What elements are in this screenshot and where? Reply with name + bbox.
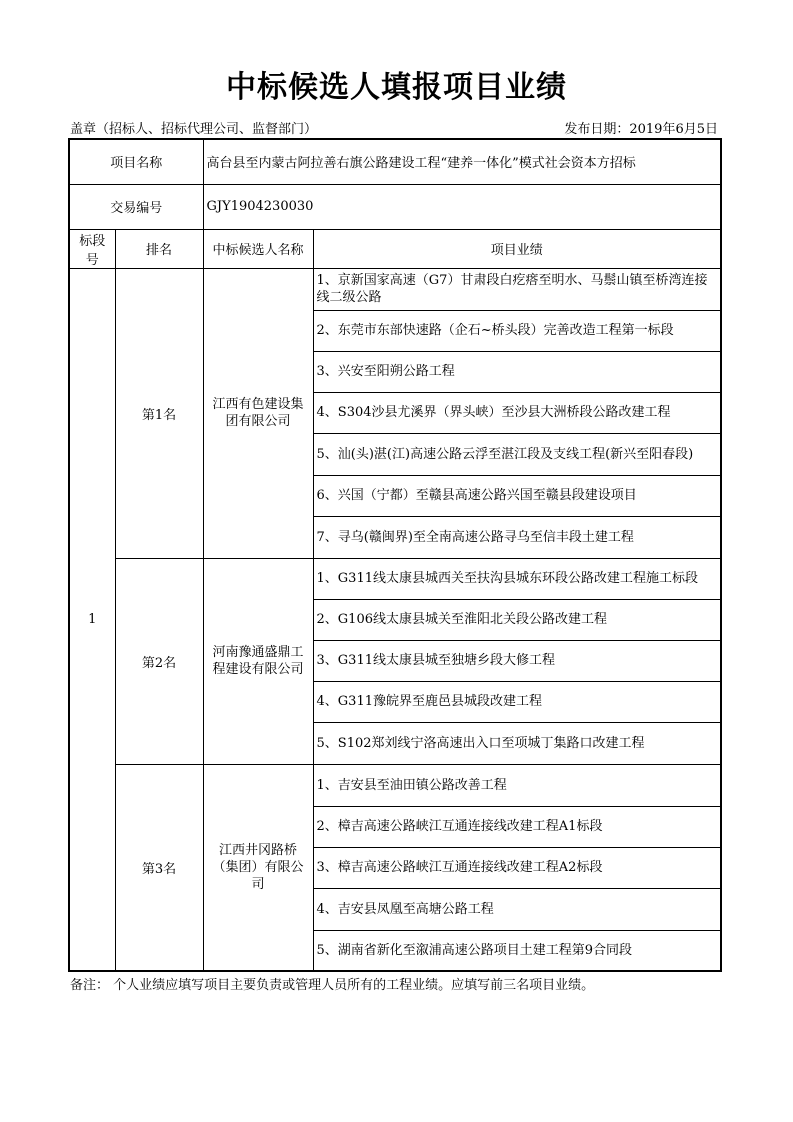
- header-row: [69, 229, 721, 268]
- project-item: 1、京新国家高速（G7）甘肃段白疙瘩至明水、马鬃山镇至桥湾连接线二级公路: [313, 268, 721, 310]
- project-item: 2、樟吉高速公路峡江互通连接线改建工程A1标段: [313, 806, 721, 847]
- publish-date: 发布日期：2019年6月5日: [564, 122, 718, 137]
- candidate-name: 江西有色建设集团有限公司: [203, 268, 313, 558]
- project-name-value: 高台县至内蒙古阿拉善右旗公路建设工程“建养一体化”模式社会资本方招标: [203, 139, 721, 184]
- footnote: 备注： 个人业绩应填写项目主要负责或管理人员所有的工程业绩。应填写前三名项目业绩。: [70, 978, 595, 993]
- header-performance: 项目业绩: [313, 229, 721, 268]
- project-item: 4、G311豫皖界至鹿邑县城段改建工程: [313, 681, 721, 722]
- project-item: 5、湖南省新化至溆浦高速公路项目土建工程第9合同段: [313, 930, 721, 971]
- candidate-rank: 第1名: [115, 268, 203, 558]
- project-item: 2、G106线太康县城关至淮阳北关段公路改建工程: [313, 599, 721, 640]
- table-row: [69, 764, 721, 806]
- performance-table: [68, 138, 722, 972]
- candidate-name: 河南豫通盛鼎工程建设有限公司: [203, 558, 313, 764]
- page-title: 中标候选人填报项目业绩: [226, 70, 567, 105]
- project-item: 1、G311线太康县城西关至扶沟县城东环段公路改建工程施工标段: [313, 558, 721, 599]
- table-row: [69, 558, 721, 599]
- table-row: [69, 268, 721, 310]
- project-item: 5、汕(头)湛(江)高速公路云浮至湛江段及支线工程(新兴至阳春段): [313, 433, 721, 475]
- trade-no-value: GJY1904230030: [203, 184, 721, 229]
- project-name-row: [69, 139, 721, 184]
- project-name-label: 项目名称: [69, 139, 203, 184]
- project-item: 6、兴国（宁都）至赣县高速公路兴国至赣县段建设项目: [313, 475, 721, 516]
- project-item: 5、S102郑刘线宁洛高速出入口至项城丁集路口改建工程: [313, 722, 721, 764]
- project-item: 3、樟吉高速公路峡江互通连接线改建工程A2标段: [313, 847, 721, 888]
- candidate-rank: 第2名: [115, 558, 203, 764]
- trade-no-label: 交易编号: [69, 184, 203, 229]
- project-item: 3、兴安至阳朔公路工程: [313, 351, 721, 392]
- header-section: 标段号: [69, 229, 115, 268]
- header-rank: 排名: [115, 229, 203, 268]
- project-item: 7、寻乌(赣闽界)至全南高速公路寻乌至信丰段土建工程: [313, 516, 721, 558]
- header-candidate: 中标候选人名称: [203, 229, 313, 268]
- project-item: 3、G311线太康县城至独塘乡段大修工程: [313, 640, 721, 681]
- section-number: 1: [69, 268, 115, 971]
- stamp-label: 盖章（招标人、招标代理公司、监督部门）: [70, 122, 318, 137]
- candidate-name: 江西井冈路桥（集团）有限公司: [203, 764, 313, 971]
- project-item: 1、吉安县至油田镇公路改善工程: [313, 764, 721, 806]
- project-item: 4、吉安县凤凰至高塘公路工程: [313, 888, 721, 930]
- project-item: 4、S304沙县尤溪界（界头峡）至沙县大洲桥段公路改建工程: [313, 392, 721, 433]
- trade-no-row: [69, 184, 721, 229]
- candidate-rank: 第3名: [115, 764, 203, 971]
- project-item: 2、东莞市东部快速路（企石~桥头段）完善改造工程第一标段: [313, 310, 721, 351]
